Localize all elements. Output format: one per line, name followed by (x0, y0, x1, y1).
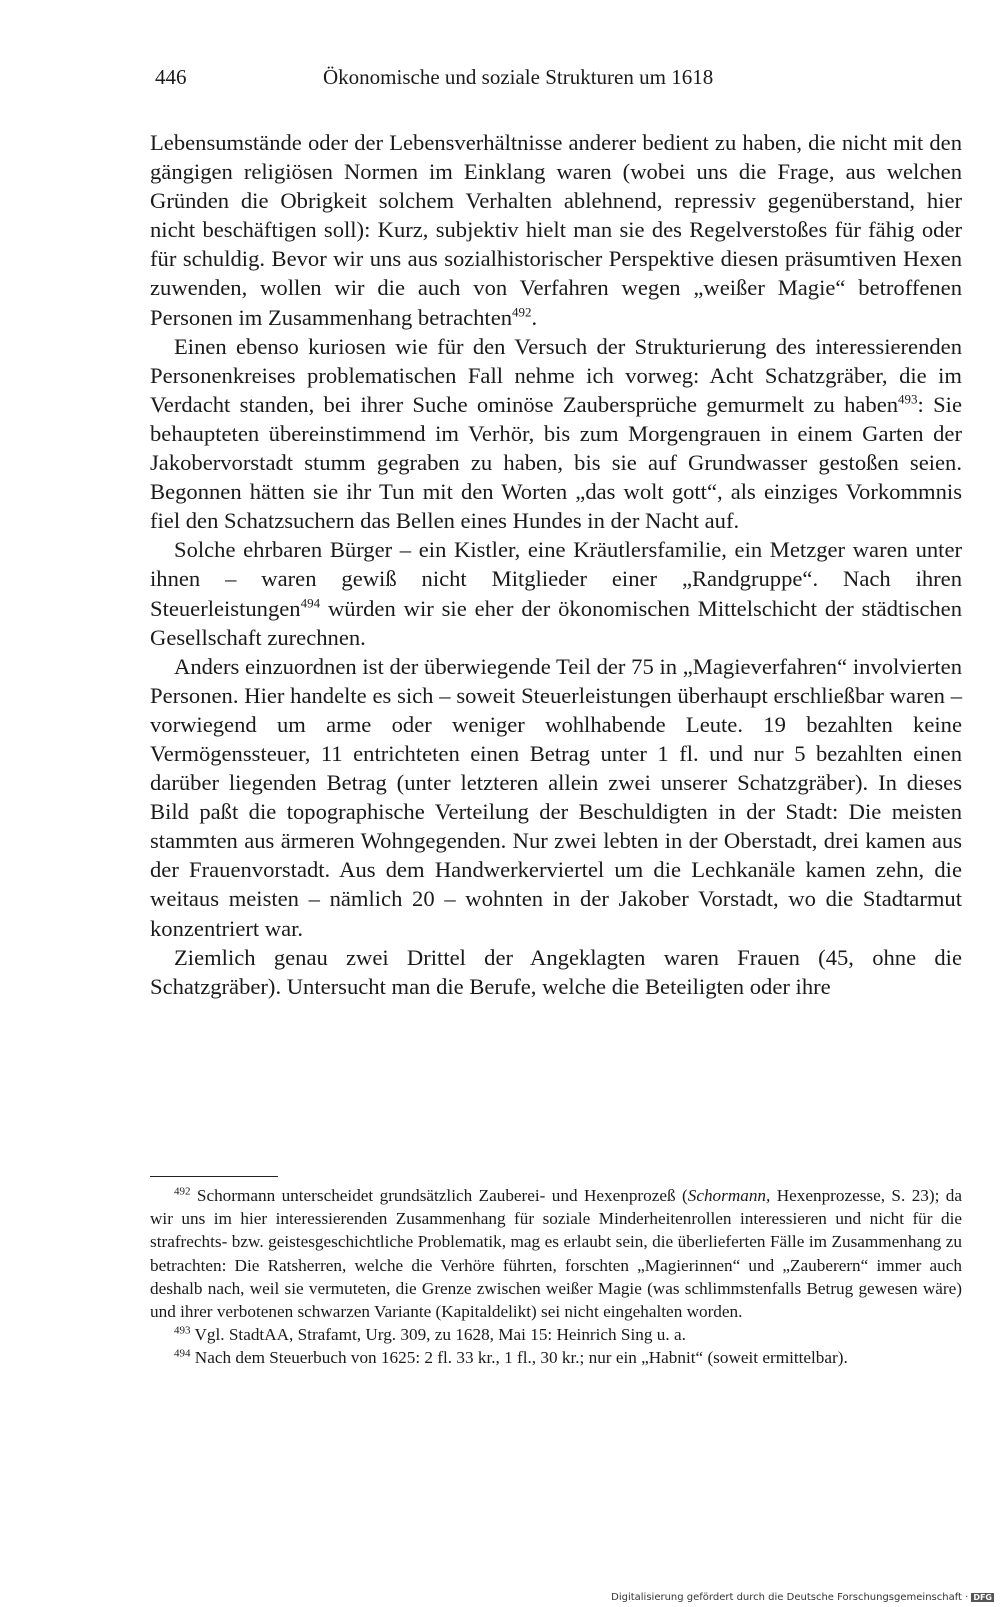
paragraph-text: Einen ebenso kuriosen wie für den Versuch der Strukturierung des interessierenden Personenkreises problematischen Fall nehme ich vorweg: Acht Schatzgräber, die im Verdacht standen, bei ihrer Suche ominöse Zaubersprüche gemurmelt zu haben (150, 333, 962, 417)
footnote-text: Nach dem Steuerbuch von 1625: 2 fl. 33 kr., 1 fl., 30 kr.; nur ein „Habnit“ (soweit ermittelbar). (190, 1348, 848, 1368)
footnote-text: Schormann unterscheidet grundsätzlich Zauberei- und Hexenprozeß ( (190, 1186, 688, 1205)
footnote-number: 494 (174, 1347, 191, 1360)
footnote-ref-492[interactable]: 492 (512, 304, 532, 320)
paragraph-3 (150, 535, 962, 651)
paragraph-4: Anders einzuordnen ist der überwiegende Teil der 75 in „Magieverfahren“ involvierten Personen. Hier handelte es sich – soweit Steuerleistungen überhaupt erschließbar waren – vorwiegend um arme oder weniger wohlhabende Leute. 19 bezahlten keine Vermögenssteuer, 11 entrichteten einen Betrag unter 1 fl. und nur 5 bezahlten einen darüber liegenden Betrag (unter letzteren allein zwei unserer Schatzgräber). In dieses Bild paßt die topographische Verteilung der Beschuldigten in der Stadt: Die meisten stammten aus ärmeren Wohngegenden. Nur zwei lebten in der Oberstadt, drei kamen aus der Frauenvorstadt. Aus dem Handwerkerviertel um die Lechkanäle kamen zehn, die weitaus meisten – nämlich 20 – wohnten in der Jakober Vorstadt, wo die Stadtarmut konzentriert war. (150, 653, 962, 941)
paragraph-text: würden wir sie eher der ökonomischen Mittelschicht der städtischen Gesellschaft zurechnen. (150, 595, 962, 650)
digitization-credit (611, 1592, 994, 1603)
paragraph-1 (150, 128, 962, 332)
paragraph-text: : Sie behaupteten übereinstimmend im Verhör, bis zum Morgengrauen in einem Garten der Jakobervorstadt stumm gegraben zu haben, bis sie auf Grundwasser gestoßen seien. Begonnen hätten sie ihr Tun mit den Worten „das wolt gott“, als einziges Vorkommnis fiel den Schatzsuchern das Bellen eines Hundes in der Nacht auf. (150, 391, 962, 534)
footnotes (150, 1184, 962, 1370)
credit-text: Digitalisierung gefördert durch die Deutsche Forschungsgemeinschaft · (611, 1592, 969, 1603)
footnote-number: 493 (174, 1324, 191, 1337)
paragraph-text: Lebensumstände oder der Lebensverhältnisse anderer bedient zu haben, die nicht mit den gängigen religiösen Normen im Einklang waren (wobei uns die Frage, aus welchen Gründen die Obrigkeit solchem Verhalten ablehnend, repressiv gegenüberstand, hier nicht beschäftigen soll): Kurz, subjektiv hielt man sie des Regelverstoßes für fähig oder für schuldig. Bevor wir uns aus sozialhistorischer Perspektive diesen präsumtiven Hexen zuwenden, wollen wir die auch von Verfahren wegen „weißer Magie“ betroffenen Personen im Zusammenhang betrachten (150, 130, 962, 330)
paragraph-text: . (531, 304, 538, 330)
body-text (150, 128, 962, 1001)
footnote-separator (150, 1176, 278, 1177)
running-head: Ökonomische und soziale Strukturen um 1618 (323, 65, 714, 89)
paragraph-5: Ziemlich genau zwei Drittel der Angeklagten waren Frauen (45, ohne die Schatzgräber). Untersucht man die Berufe, welche die Beteiligten oder ihre (150, 944, 962, 999)
footnote-ref-493[interactable]: 493 (898, 391, 918, 407)
footnote-492 (150, 1184, 962, 1323)
paragraph-text: Solche ehrbaren Bürger – ein Kistler, eine Kräutlersfamilie, ein Metzger waren unter ihnen – waren gewiß nicht Mitglieder einer „Randgruppe“. Nach ihren Steuerleistungen (150, 537, 962, 621)
dfg-logo: DFG (973, 1593, 992, 1602)
page-number: 446 (155, 65, 187, 89)
footnote-text: Vgl. StadtAA, Strafamt, Urg. 309, zu 1628, Mai 15: Heinrich Sing u. a. (190, 1325, 686, 1345)
footnote-493 (150, 1323, 962, 1346)
footnote-number: 492 (174, 1185, 191, 1198)
footnote-494 (150, 1346, 962, 1369)
footnote-text: Hexenprozesse, S. 23); da wir uns im hier interessierenden Zusammenhang für soziale Minderheitenrollen interessieren und nicht für die strafrechts- bzw. geistesgeschichtliche Problematik, mag es erlaubt sein, die überlieferten Fälle im Zusammenhang zu betrachten: Die Ratsherren, welche die Verhöre führten, forschten „Magierinnen“ und „Zauberern“ immer auch deshalb nach, weil sie vermuteten, die Grenze zwischen weißer Magie (was schlimmstenfalls Betrug gewesen wäre) und ihrer verbotenen schwarzen Variante (Kapitaldelikt) sei nicht eingehalten worden. (150, 1186, 962, 1322)
footnote-italic-author: Schormann, (687, 1186, 771, 1205)
paragraph-2 (150, 332, 962, 536)
footnote-ref-494[interactable]: 494 (300, 594, 321, 610)
